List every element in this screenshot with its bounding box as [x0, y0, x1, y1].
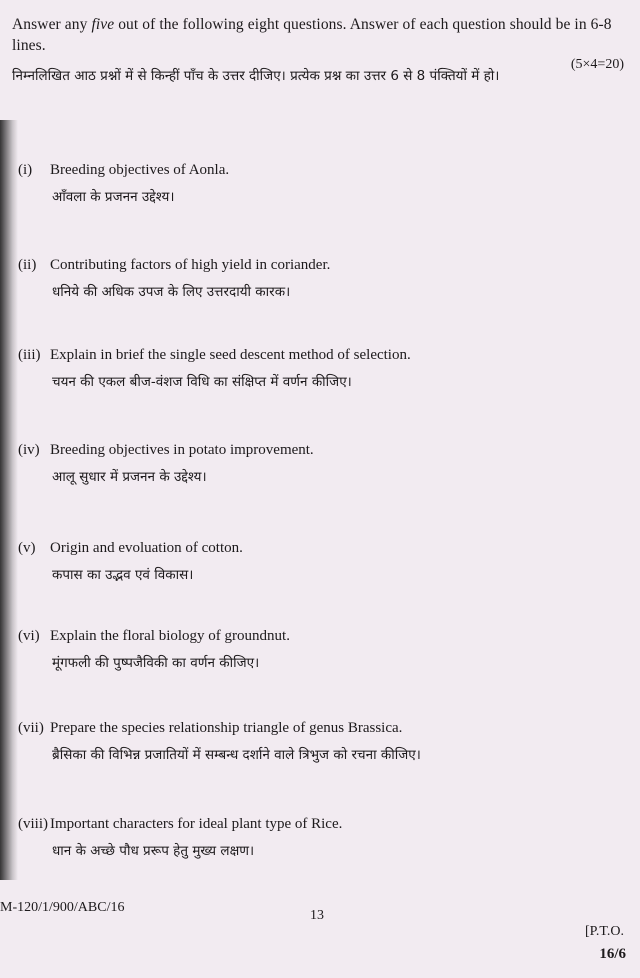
- question-text-english: Contributing factors of high yield in coriander.: [50, 257, 331, 273]
- question-7: [0, 718, 620, 766]
- question-text-hindi: आँवला के प्रजनन उद्देश्य।: [52, 189, 175, 205]
- question-6: [0, 626, 620, 674]
- question-text-english: Breeding objectives in potato improvement.: [50, 442, 314, 458]
- question-text-hindi: मूंगफली की पुष्पजैविकी का वर्णन कीजिए।: [52, 655, 260, 671]
- question-4: [0, 440, 620, 488]
- question-english: [0, 160, 620, 180]
- instructions-english-emphasis: five: [91, 16, 115, 33]
- question-number: (ii): [18, 257, 37, 273]
- question-number: (vii): [18, 720, 44, 736]
- page-number: 13: [310, 908, 324, 923]
- question-5: [0, 538, 620, 586]
- instructions-english-part2: out of the following eight questions. Answer of each question should be in 6-8 lines.: [12, 16, 612, 54]
- instructions-english-part1: Answer any: [12, 16, 92, 33]
- question-1: [0, 160, 620, 208]
- question-english: [0, 255, 620, 275]
- question-text-english: Prepare the species relationship triangle of genus Brassica.: [50, 720, 403, 736]
- question-number: (iv): [18, 442, 40, 458]
- question-english: [0, 345, 620, 365]
- paper-code: M-120/1/900/ABC/16: [0, 900, 125, 915]
- question-english: [0, 538, 620, 558]
- marks-label: (5×4=20): [570, 57, 624, 72]
- sheet-number: 16/6: [599, 946, 626, 962]
- instructions-hindi: निम्नलिखित आठ प्रश्नों में से किन्हीं पाँच के उत्तर दीजिए। प्रत्येक प्रश्न का उत्तर 6 से 8 पंक्तियों में हो।: [12, 68, 500, 84]
- question-number: (iii): [18, 347, 41, 363]
- question-8: [0, 814, 620, 862]
- question-text-hindi: ब्रैसिका की विभिन्न प्रजातियों में सम्बन्ध दर्शाने वाले त्रिभुज को रचना कीजिए।: [52, 747, 421, 763]
- instructions-english: [12, 14, 630, 56]
- question-2: [0, 255, 620, 303]
- question-english: [0, 718, 620, 738]
- question-text-english: Origin and evoluation of cotton.: [50, 540, 243, 556]
- question-english: [0, 626, 620, 646]
- question-text-hindi: धान के अच्छे पौध प्ररूप हेतु मुख्य लक्षण।: [52, 843, 255, 859]
- question-number: (vi): [18, 628, 40, 644]
- question-text-english: Explain in brief the single seed descent method of selection.: [50, 347, 411, 363]
- question-text-english: Breeding objectives of Aonla.: [50, 162, 230, 178]
- question-number: (v): [18, 540, 36, 556]
- question-text-english: Important characters for ideal plant type of Rice.: [50, 816, 343, 832]
- question-english: [0, 814, 620, 834]
- question-number: (i): [18, 162, 33, 178]
- pto-label: [P.T.O.: [584, 924, 624, 939]
- question-text-hindi: धनिये की अधिक उपज के लिए उत्तरदायी कारक।: [52, 284, 291, 300]
- scan-edge-shadow: [0, 120, 18, 880]
- question-text-hindi: कपास का उद्भव एवं विकास।: [52, 567, 194, 583]
- question-english: [0, 440, 620, 460]
- question-3: [0, 345, 620, 393]
- question-text-english: Explain the floral biology of groundnut.: [50, 628, 290, 644]
- question-text-hindi: चयन की एकल बीज-वंशज विधि का संक्षिप्त में वर्णन कीजिए।: [52, 374, 352, 390]
- question-text-hindi: आलू सुधार में प्रजनन के उद्देश्य।: [52, 469, 207, 485]
- question-number: (viii): [18, 816, 48, 832]
